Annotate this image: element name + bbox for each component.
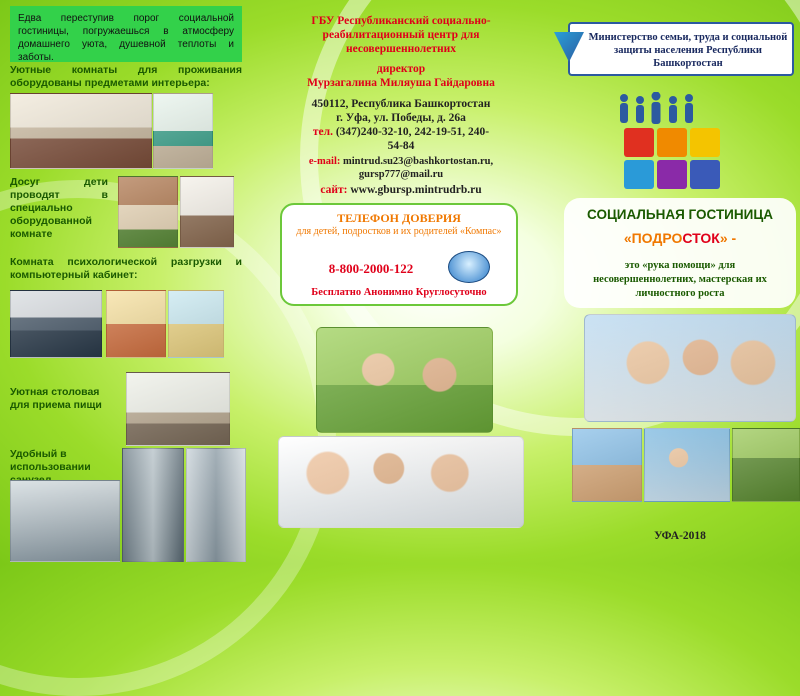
rooms-caption: Уютные комнаты для проживания оборудованы предметами интерьера: xyxy=(10,64,242,89)
teens-bike-photo xyxy=(316,327,493,433)
hotel-name-part1: «ПОДРО xyxy=(623,230,683,246)
address-line2: г. Уфа, ул. Победы, д. 26а xyxy=(336,112,466,124)
bedroom-photo-2 xyxy=(153,93,213,169)
bath-icon xyxy=(624,160,654,189)
services-icon-grid xyxy=(624,128,720,190)
teens-friends-photo xyxy=(644,428,730,502)
email-label: e-mail: xyxy=(308,156,341,167)
hotel-title: СОЦИАЛЬНАЯ ГОСТИНИЦА xyxy=(587,207,773,222)
hotline-box xyxy=(280,203,518,306)
teens-skates-photo xyxy=(572,428,642,502)
dining-room-photo xyxy=(126,372,230,446)
hotel-tagline: это «рука помощи» для несовершеннолетних, мастерская их личностного роста xyxy=(593,260,767,299)
shower-photo-2 xyxy=(186,448,246,562)
right-panel xyxy=(540,0,800,564)
bed-icon xyxy=(657,160,687,189)
org-name: ГБУ Республиканский социально-реабилитационный центр для несовершеннолетних xyxy=(311,15,491,55)
intro-box xyxy=(10,6,242,62)
director-title: директор xyxy=(376,63,426,75)
ministry-box xyxy=(568,22,794,76)
ministry-name: Министерство семьи, труда и социальной защиты населения Республики Башкортостан xyxy=(588,32,788,69)
director-name: Мурзагалина Миляуша Гайдаровна xyxy=(307,77,495,89)
left-panel xyxy=(0,0,262,564)
site-label: сайт: xyxy=(320,184,348,196)
compass-phone-icon xyxy=(448,251,490,283)
computer-room-photo xyxy=(10,290,102,358)
footer-city-year: УФА-2018 xyxy=(654,530,706,542)
hotline-title: ТЕЛЕФОН ДОВЕРИЯ xyxy=(337,211,461,225)
phones xyxy=(306,125,496,153)
book-icon xyxy=(690,128,720,157)
dining-caption: Уютная столовая для приема пищи xyxy=(10,386,102,411)
hotel-box xyxy=(564,198,796,308)
bath-caption: Удобный в использовании xyxy=(10,448,91,473)
leisure-caption: Досуг дети проводят в специально оборудованной комнате xyxy=(10,176,108,240)
teens-selfie-photo xyxy=(584,314,796,422)
website xyxy=(286,183,516,197)
hotline-terms: Бесплатно Анонимно Круглосуточно xyxy=(311,287,487,298)
hotline-number[interactable]: 8-800-2000-122 xyxy=(328,261,414,276)
leisure-room-photo-2 xyxy=(180,176,234,248)
emails xyxy=(296,155,506,181)
psych-room-photo-2 xyxy=(168,290,224,358)
computer-icon xyxy=(657,128,687,157)
email-addresses[interactable]: mintrud.su23@bashkortostan.ru, gursp777@mail.ru xyxy=(343,156,494,180)
hotel-name-part3: » - xyxy=(719,230,737,246)
phone-numbers: (347)240-32-10, 242-19-51, 240-54-84 xyxy=(335,126,490,152)
leisure-room-photo xyxy=(118,176,178,248)
ministry-logo-icon xyxy=(554,32,584,62)
address-line1: 450112, Республика Башкортостан xyxy=(311,98,491,110)
hotel-name-part2: СТОК xyxy=(682,230,720,246)
shower-photo xyxy=(122,448,184,562)
teens-park-photo xyxy=(732,428,800,502)
middle-panel xyxy=(272,0,530,564)
psych-room-photo xyxy=(106,290,166,358)
meal-icon xyxy=(690,160,720,189)
site-link[interactable]: www.gbursp.mintrudrb.ru xyxy=(350,184,482,196)
hotel-name xyxy=(564,230,796,246)
basketball-icon xyxy=(624,128,654,157)
teens-group-photo xyxy=(278,436,524,528)
psych-caption: Комната психологической разгрузки и компьютерный кабинет: xyxy=(10,256,242,281)
bedroom-photo xyxy=(10,93,152,169)
hotline-subtitle: для детей, подростков и их родителей «Компас» xyxy=(296,226,502,237)
family-logo-icon xyxy=(616,92,698,126)
intro-text: Едва переступив порог социальной гостиницы, погружаешься в атмосферу домашнего уюта, душевной теплоты и заботы. xyxy=(18,13,234,63)
bathroom-photo xyxy=(10,480,120,562)
phone-label: тел. xyxy=(312,126,333,138)
